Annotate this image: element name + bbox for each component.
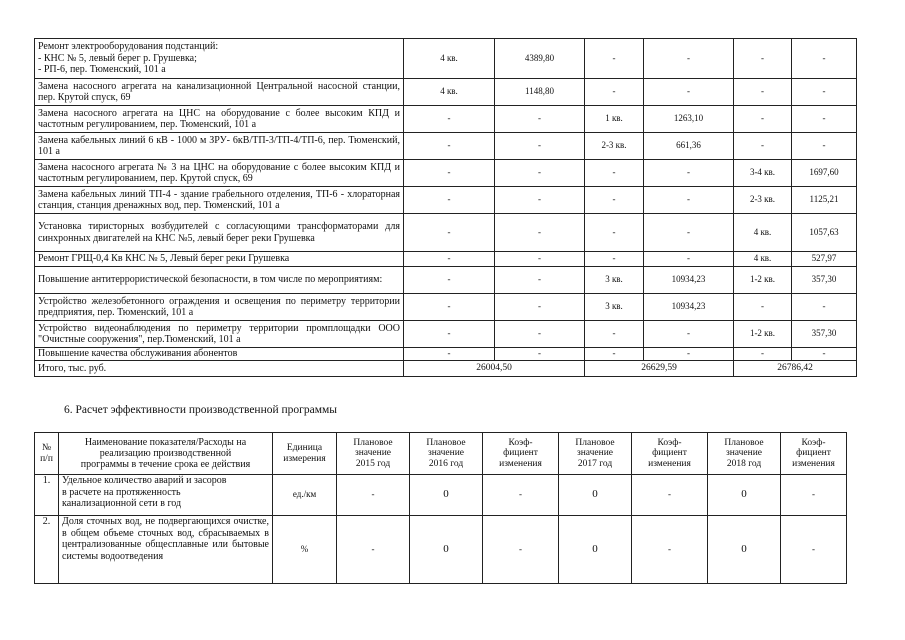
- table-cell: -: [495, 321, 585, 348]
- header-line: п/п: [40, 453, 53, 464]
- table-cell: -: [585, 39, 644, 79]
- table-row: [35, 294, 857, 321]
- table-row: [35, 348, 857, 361]
- table-cell: -: [734, 79, 792, 106]
- header-line: значение: [427, 448, 465, 459]
- table-cell: -: [404, 133, 495, 160]
- column-header: [59, 433, 273, 475]
- table-row: [35, 214, 857, 252]
- measure-description: Замена кабельных линий 6 кВ - 1000 м ЗРУ- 6кВ/ТП-3/ТП-4/ТП-6, пер. Тюменский, 101 а: [35, 133, 404, 160]
- table-cell: -: [404, 267, 495, 294]
- table-cell: 1697,60: [792, 160, 857, 187]
- table-row: [35, 160, 857, 187]
- section-heading: 6. Расчет эффективности производственной программы: [64, 404, 338, 416]
- measure-description: Замена насосного агрегата на ЦНС на оборудование с более высоким КПД и частотным регулированием, пер. Тюменский, 101 а: [35, 106, 404, 133]
- total-row: [35, 361, 857, 377]
- table-row: [35, 321, 857, 348]
- header-line: Плановое: [575, 437, 615, 448]
- table-cell: -: [792, 39, 857, 79]
- row-number: 1.: [35, 475, 59, 516]
- table-cell: 4389,80: [495, 39, 585, 79]
- measure-description: Установка тиристорных возбудителей с согласующими трансформаторами для синхронных двигателей на КНС №5, левый берег реки Грушевка: [35, 214, 404, 252]
- table-cell: 1-2 кв.: [734, 321, 792, 348]
- header-line: измерения: [283, 453, 326, 464]
- header-line: Коэф-: [508, 437, 533, 448]
- table-cell: -: [585, 321, 644, 348]
- value-cell: 0: [559, 475, 632, 516]
- header-line: №: [41, 443, 52, 453]
- table-cell: 1125,21: [792, 187, 857, 214]
- column-header: [483, 433, 559, 475]
- row-number: 2.: [35, 516, 59, 584]
- table-cell: 2-3 кв.: [585, 133, 644, 160]
- value-cell: -: [483, 475, 559, 516]
- unit-cell: ед./км: [273, 475, 337, 516]
- measure-description: Замена насосного агрегата № 3 на ЦНС на оборудование с более высоким КПД и частотным регулированием, пер. Крутой спуск, 69: [35, 160, 404, 187]
- header-line: реализацию производственной: [99, 448, 232, 459]
- table-cell: -: [495, 294, 585, 321]
- table-cell: -: [404, 160, 495, 187]
- value-cell: -: [781, 475, 847, 516]
- table-cell: 4 кв.: [734, 214, 792, 252]
- table-cell: 4 кв.: [404, 39, 495, 79]
- column-header: [337, 433, 410, 475]
- measure-description: Устройство видеонаблюдения по периметру территории промплощадки ООО "Очистные сооружения", пер.Тюменский, 101 а: [35, 321, 404, 348]
- table-cell: 10934,23: [644, 294, 734, 321]
- total-value: 26629,59: [585, 361, 734, 377]
- table-cell: -: [495, 133, 585, 160]
- value-cell: -: [337, 475, 410, 516]
- header-line: изменения: [648, 458, 691, 469]
- table-cell: 357,30: [792, 321, 857, 348]
- header-line: 2016 год: [428, 458, 464, 469]
- table-cell: -: [495, 214, 585, 252]
- measure-description: Ремонт ГРЩ-0,4 Кв КНС № 5, Левый берег реки Грушевка: [35, 252, 404, 267]
- header-line: фициент: [652, 448, 687, 459]
- measure-description: [35, 39, 404, 79]
- column-header: [708, 433, 781, 475]
- header-line: Коэф-: [657, 437, 682, 448]
- table-cell: 4 кв.: [734, 252, 792, 267]
- unit-cell: %: [273, 516, 337, 584]
- table-cell: -: [585, 214, 644, 252]
- value-cell: 0: [410, 475, 483, 516]
- header-line: Плановое: [353, 437, 393, 448]
- header-line: изменения: [792, 458, 835, 469]
- table-row: [35, 39, 857, 79]
- column-header: [559, 433, 632, 475]
- table-cell: -: [792, 79, 857, 106]
- table-cell: -: [585, 187, 644, 214]
- table-cell: -: [495, 160, 585, 187]
- table-row: [35, 133, 857, 160]
- value-cell: -: [632, 516, 708, 584]
- total-value: 26786,42: [734, 361, 857, 377]
- table-cell: -: [792, 348, 857, 361]
- value-cell: 0: [708, 516, 781, 584]
- indicator-name: [59, 475, 273, 516]
- header-line: значение: [725, 448, 763, 459]
- table-cell: 10934,23: [644, 267, 734, 294]
- table-row: [35, 79, 857, 106]
- table-cell: -: [644, 187, 734, 214]
- table-cell: 1148,80: [495, 79, 585, 106]
- description-line: - КНС № 5, левый берег р. Грушевка;: [38, 52, 197, 64]
- value-cell: -: [781, 516, 847, 584]
- header-line: Плановое: [426, 437, 466, 448]
- table-cell: 661,36: [644, 133, 734, 160]
- table-cell: 2-3 кв.: [734, 187, 792, 214]
- table-row: [35, 252, 857, 267]
- table-cell: 3 кв.: [585, 294, 644, 321]
- table-cell: -: [734, 348, 792, 361]
- description-line: Ремонт электрооборудования подстанций:: [38, 41, 219, 53]
- header-line: значение: [354, 448, 392, 459]
- header-line: Коэф-: [801, 437, 826, 448]
- table-cell: -: [404, 348, 495, 361]
- header-line: Плановое: [724, 437, 764, 448]
- table-cell: -: [404, 106, 495, 133]
- total-value: 26004,50: [404, 361, 585, 377]
- header-line: программы в течение срока ее действия: [80, 459, 251, 470]
- measures-table: [34, 38, 857, 377]
- table-cell: -: [585, 348, 644, 361]
- table-cell: -: [495, 348, 585, 361]
- table-cell: 3-4 кв.: [734, 160, 792, 187]
- table-cell: -: [644, 348, 734, 361]
- table-cell: 1-2 кв.: [734, 267, 792, 294]
- table-cell: -: [734, 133, 792, 160]
- table-cell: -: [495, 106, 585, 133]
- table-cell: -: [404, 214, 495, 252]
- column-header: [273, 433, 337, 475]
- value-cell: -: [337, 516, 410, 584]
- value-cell: -: [483, 516, 559, 584]
- header-line: значение: [576, 448, 614, 459]
- table-cell: -: [404, 321, 495, 348]
- indicator-line: канализационной сети в год: [62, 498, 182, 509]
- indicator-line: в расчете на протяженность: [62, 486, 181, 498]
- value-cell: -: [632, 475, 708, 516]
- header-line: фициент: [796, 448, 831, 459]
- table-cell: -: [495, 187, 585, 214]
- column-header: [781, 433, 847, 475]
- header-line: изменения: [499, 458, 542, 469]
- total-label: Итого, тыс. руб.: [35, 361, 404, 377]
- table-cell: 527,97: [792, 252, 857, 267]
- column-header: [632, 433, 708, 475]
- table-row: [35, 106, 857, 133]
- table-row: [35, 267, 857, 294]
- value-cell: 0: [410, 516, 483, 584]
- measure-description: Замена насосного агрегата на канализационной Центральной насосной станции, пер. Крутой спуск, 69: [35, 79, 404, 106]
- table-cell: -: [734, 106, 792, 133]
- measure-description: Устройство железобетонного ограждения и освещения по периметру территории предприятия, пер. Тюменский, 101 а: [35, 294, 404, 321]
- table-cell: -: [644, 321, 734, 348]
- table-cell: 3 кв.: [585, 267, 644, 294]
- table-cell: -: [404, 187, 495, 214]
- table-cell: 1 кв.: [585, 106, 644, 133]
- table-cell: -: [495, 252, 585, 267]
- measure-description: Замена кабельных линий ТП-4 - здание грабельного отделения, ТП-6 - хлораторная станция, станция дренажных вод, пер. Тюменский, 101 а: [35, 187, 404, 214]
- table-cell: -: [792, 133, 857, 160]
- table-cell: -: [792, 106, 857, 133]
- table-cell: -: [644, 79, 734, 106]
- table-cell: 357,30: [792, 267, 857, 294]
- column-header: [410, 433, 483, 475]
- table-cell: -: [792, 294, 857, 321]
- description-line: - РП-6, пер. Тюменский, 101 а: [38, 64, 166, 76]
- table-cell: 1057,63: [792, 214, 857, 252]
- table-cell: -: [644, 214, 734, 252]
- efficiency-table: [34, 432, 847, 584]
- header-line: 2015 год: [355, 458, 391, 469]
- header-line: фициент: [503, 448, 538, 459]
- header-line: Наименование показателя/Расходы на: [84, 437, 247, 448]
- header-line: 2017 год: [577, 458, 613, 469]
- table-cell: -: [585, 79, 644, 106]
- measure-description: Повышение качества обслуживания абонентов: [35, 348, 404, 361]
- table-cell: -: [495, 267, 585, 294]
- table-cell: -: [734, 294, 792, 321]
- indicator-name: Доля сточных вод, не подвергающихся очистке, в общем объеме сточных вод, сбрасываемых в централизованные общесплавные или бытовые системы водоотведения: [59, 516, 273, 584]
- header-line: Единица: [286, 443, 323, 453]
- table-row: [35, 187, 857, 214]
- table-cell: -: [644, 252, 734, 267]
- value-cell: 0: [559, 516, 632, 584]
- table-cell: -: [644, 39, 734, 79]
- value-cell: 0: [708, 475, 781, 516]
- indicator-line: Удельное количество аварий и засоров: [62, 475, 227, 486]
- table-cell: -: [734, 39, 792, 79]
- table-row: [35, 516, 847, 584]
- table-cell: 1263,10: [644, 106, 734, 133]
- table-cell: -: [585, 252, 644, 267]
- table-cell: -: [644, 160, 734, 187]
- measure-description: Повышение антитеррористической безопасности, в том числе по мероприятиям:: [35, 267, 404, 294]
- table-row: [35, 475, 847, 516]
- column-header: [35, 433, 59, 475]
- table-header-row: [35, 433, 847, 475]
- table-cell: 4 кв.: [404, 79, 495, 106]
- table-cell: -: [404, 294, 495, 321]
- table-cell: -: [404, 252, 495, 267]
- table-cell: -: [585, 160, 644, 187]
- header-line: 2018 год: [726, 458, 762, 469]
